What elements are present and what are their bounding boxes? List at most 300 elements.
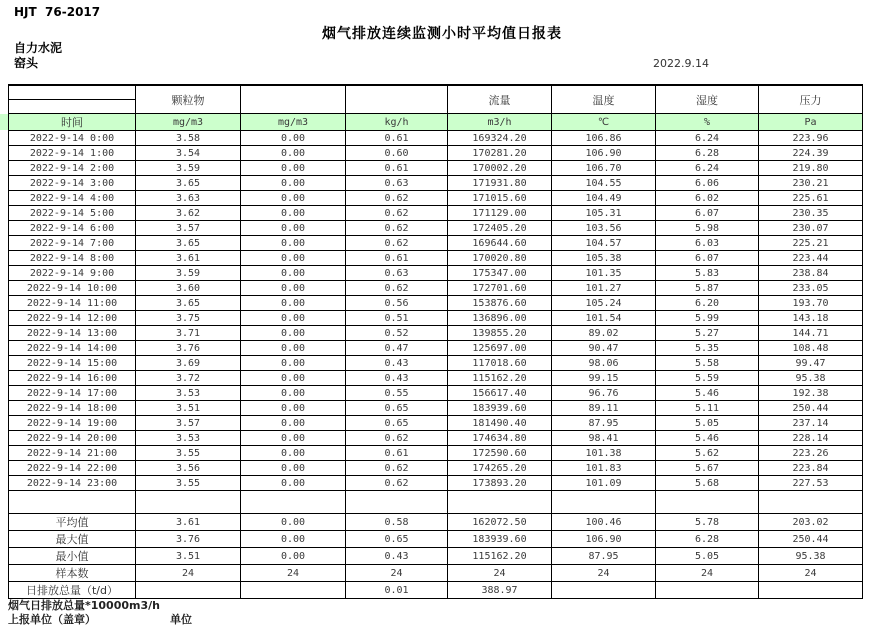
daily-total-note: 烟气日排放总量*10000m3/h [8, 599, 160, 612]
value-cell: 89.02 [552, 326, 656, 341]
spacer-cell [136, 491, 241, 514]
value-cell: 5.99 [656, 311, 759, 326]
hourly-row [9, 341, 863, 356]
value-cell: 0.00 [241, 281, 346, 296]
value-cell: 230.07 [759, 221, 863, 236]
value-cell: 3.69 [136, 356, 241, 371]
value-cell: 144.71 [759, 326, 863, 341]
time-cell: 2022-9-14 5:00 [9, 206, 136, 221]
hourly-row [9, 191, 863, 206]
value-cell: 174265.20 [448, 461, 552, 476]
summary-value-cell: 6.28 [656, 531, 759, 548]
value-cell: 98.06 [552, 356, 656, 371]
value-cell: 169644.60 [448, 236, 552, 251]
header-blank-1 [241, 85, 346, 114]
value-cell: 5.67 [656, 461, 759, 476]
unit-kgh: kg/h [346, 114, 448, 131]
value-cell: 136896.00 [448, 311, 552, 326]
value-cell: 96.76 [552, 386, 656, 401]
value-cell: 3.65 [136, 236, 241, 251]
value-cell: 6.28 [656, 146, 759, 161]
hourly-row [9, 266, 863, 281]
value-cell: 0.00 [241, 176, 346, 191]
hourly-row [9, 221, 863, 236]
value-cell: 0.00 [241, 416, 346, 431]
time-cell: 2022-9-14 2:00 [9, 161, 136, 176]
value-cell: 0.00 [241, 371, 346, 386]
value-cell: 3.55 [136, 476, 241, 491]
value-cell: 0.63 [346, 266, 448, 281]
hourly-row [9, 206, 863, 221]
value-cell: 225.21 [759, 236, 863, 251]
value-cell: 3.65 [136, 176, 241, 191]
value-cell: 0.62 [346, 191, 448, 206]
spacer-cell [656, 491, 759, 514]
value-cell: 3.61 [136, 251, 241, 266]
summary-value-cell: 3.76 [136, 531, 241, 548]
value-cell: 5.46 [656, 431, 759, 446]
value-cell: 3.51 [136, 401, 241, 416]
value-cell: 139855.20 [448, 326, 552, 341]
value-cell: 103.56 [552, 221, 656, 236]
spacer-cell [448, 491, 552, 514]
time-cell: 2022-9-14 0:00 [9, 131, 136, 146]
time-cell: 2022-9-14 22:00 [9, 461, 136, 476]
hourly-row [9, 461, 863, 476]
summary-label: 最大值 [9, 531, 136, 548]
value-cell: 104.49 [552, 191, 656, 206]
time-cell: 2022-9-14 9:00 [9, 266, 136, 281]
report-title: 烟气排放连续监测小时平均值日报表 [322, 26, 562, 42]
summary-value-cell [241, 582, 346, 599]
summary-value-cell: 24 [552, 565, 656, 582]
time-cell: 2022-9-14 18:00 [9, 401, 136, 416]
value-cell: 0.00 [241, 446, 346, 461]
value-cell: 175347.00 [448, 266, 552, 281]
standard-number: HJT 76-2017 [14, 5, 101, 19]
value-cell: 223.44 [759, 251, 863, 266]
time-header-spacer-top [9, 85, 136, 100]
summary-row [9, 565, 863, 582]
hourly-row [9, 311, 863, 326]
value-cell: 172590.60 [448, 446, 552, 461]
value-cell: 0.47 [346, 341, 448, 356]
value-cell: 6.07 [656, 206, 759, 221]
value-cell: 0.00 [241, 476, 346, 491]
value-cell: 6.20 [656, 296, 759, 311]
value-cell: 3.58 [136, 131, 241, 146]
summary-value-cell: 5.78 [656, 514, 759, 531]
value-cell: 170281.20 [448, 146, 552, 161]
value-cell: 106.70 [552, 161, 656, 176]
value-cell: 0.00 [241, 161, 346, 176]
summary-value-cell [552, 582, 656, 599]
value-cell: 6.06 [656, 176, 759, 191]
value-cell: 0.60 [346, 146, 448, 161]
value-cell: 101.09 [552, 476, 656, 491]
group-header-row [9, 85, 863, 100]
hourly-row [9, 176, 863, 191]
unit-celsius: ℃ [552, 114, 656, 131]
value-cell: 125697.00 [448, 341, 552, 356]
value-cell: 3.55 [136, 446, 241, 461]
value-cell: 6.02 [656, 191, 759, 206]
unit-m3h: m3/h [448, 114, 552, 131]
hourly-row [9, 371, 863, 386]
report-date: 2022.9.14 [653, 57, 709, 70]
value-cell: 0.00 [241, 146, 346, 161]
time-cell: 2022-9-14 19:00 [9, 416, 136, 431]
value-cell: 101.38 [552, 446, 656, 461]
summary-value-cell: 162072.50 [448, 514, 552, 531]
hourly-row [9, 431, 863, 446]
summary-label: 日排放总量（t/d） [9, 582, 136, 599]
value-cell: 0.62 [346, 476, 448, 491]
value-cell: 101.83 [552, 461, 656, 476]
time-cell: 2022-9-14 16:00 [9, 371, 136, 386]
table-header-section [9, 85, 863, 131]
value-cell: 5.98 [656, 221, 759, 236]
value-cell: 99.15 [552, 371, 656, 386]
summary-row [9, 548, 863, 565]
time-cell: 2022-9-14 11:00 [9, 296, 136, 311]
summary-value-cell: 106.90 [552, 531, 656, 548]
value-cell: 219.80 [759, 161, 863, 176]
value-cell: 233.05 [759, 281, 863, 296]
hourly-row [9, 131, 863, 146]
value-cell: 170002.20 [448, 161, 552, 176]
value-cell: 3.62 [136, 206, 241, 221]
value-cell: 6.24 [656, 161, 759, 176]
value-cell: 104.55 [552, 176, 656, 191]
value-cell: 5.58 [656, 356, 759, 371]
header-flow: 流量 [448, 85, 552, 114]
value-cell: 0.51 [346, 311, 448, 326]
value-cell: 237.14 [759, 416, 863, 431]
value-cell: 3.75 [136, 311, 241, 326]
summary-value-cell: 0.01 [346, 582, 448, 599]
time-cell: 2022-9-14 10:00 [9, 281, 136, 296]
value-cell: 0.52 [346, 326, 448, 341]
value-cell: 5.68 [656, 476, 759, 491]
value-cell: 0.00 [241, 206, 346, 221]
summary-row [9, 531, 863, 548]
value-cell: 3.59 [136, 161, 241, 176]
spacer-row [9, 491, 863, 514]
time-cell: 2022-9-14 4:00 [9, 191, 136, 206]
value-cell: 3.76 [136, 341, 241, 356]
summary-rows [9, 514, 863, 599]
value-cell: 0.63 [346, 176, 448, 191]
value-cell: 101.27 [552, 281, 656, 296]
summary-value-cell: 3.61 [136, 514, 241, 531]
value-cell: 238.84 [759, 266, 863, 281]
hourly-row [9, 296, 863, 311]
hourly-row [9, 416, 863, 431]
value-cell: 0.00 [241, 251, 346, 266]
value-cell: 0.62 [346, 281, 448, 296]
value-cell: 0.00 [241, 341, 346, 356]
value-cell: 0.62 [346, 236, 448, 251]
value-cell: 104.57 [552, 236, 656, 251]
time-cell: 2022-9-14 15:00 [9, 356, 136, 371]
unit-mgm3-b: mg/m3 [241, 114, 346, 131]
value-cell: 0.00 [241, 266, 346, 281]
time-cell: 2022-9-14 23:00 [9, 476, 136, 491]
summary-row [9, 582, 863, 599]
value-cell: 0.43 [346, 356, 448, 371]
value-cell: 143.18 [759, 311, 863, 326]
value-cell: 0.00 [241, 131, 346, 146]
hourly-row [9, 326, 863, 341]
value-cell: 5.62 [656, 446, 759, 461]
summary-value-cell: 95.38 [759, 548, 863, 565]
value-cell: 3.59 [136, 266, 241, 281]
value-cell: 3.57 [136, 416, 241, 431]
value-cell: 105.38 [552, 251, 656, 266]
value-cell: 3.53 [136, 431, 241, 446]
value-cell: 117018.60 [448, 356, 552, 371]
summary-value-cell: 87.95 [552, 548, 656, 565]
value-cell: 3.65 [136, 296, 241, 311]
summary-value-cell: 0.65 [346, 531, 448, 548]
header-pressure: 压力 [759, 85, 863, 114]
summary-value-cell: 203.02 [759, 514, 863, 531]
value-cell: 3.60 [136, 281, 241, 296]
left-edge-green-fill [0, 114, 8, 130]
time-cell: 2022-9-14 20:00 [9, 431, 136, 446]
value-cell: 90.47 [552, 341, 656, 356]
hourly-row [9, 476, 863, 491]
summary-value-cell: 100.46 [552, 514, 656, 531]
value-cell: 192.38 [759, 386, 863, 401]
time-cell: 2022-9-14 8:00 [9, 251, 136, 266]
value-cell: 5.35 [656, 341, 759, 356]
value-cell: 0.00 [241, 191, 346, 206]
time-cell: 2022-9-14 7:00 [9, 236, 136, 251]
value-cell: 193.70 [759, 296, 863, 311]
value-cell: 230.35 [759, 206, 863, 221]
value-cell: 173893.20 [448, 476, 552, 491]
value-cell: 0.00 [241, 221, 346, 236]
value-cell: 95.38 [759, 371, 863, 386]
hourly-row [9, 236, 863, 251]
value-cell: 0.61 [346, 251, 448, 266]
value-cell: 6.03 [656, 236, 759, 251]
summary-value-cell: 0.00 [241, 531, 346, 548]
monitoring-table [8, 84, 863, 599]
value-cell: 5.83 [656, 266, 759, 281]
hourly-row [9, 386, 863, 401]
unit-mgm3-a: mg/m3 [136, 114, 241, 131]
value-cell: 3.57 [136, 221, 241, 236]
value-cell: 0.62 [346, 206, 448, 221]
value-cell: 181490.40 [448, 416, 552, 431]
value-cell: 3.56 [136, 461, 241, 476]
value-cell: 0.00 [241, 326, 346, 341]
time-cell: 2022-9-14 13:00 [9, 326, 136, 341]
value-cell: 0.00 [241, 311, 346, 326]
value-cell: 230.21 [759, 176, 863, 191]
summary-value-cell: 24 [759, 565, 863, 582]
hourly-row [9, 281, 863, 296]
value-cell: 0.61 [346, 161, 448, 176]
time-cell: 2022-9-14 21:00 [9, 446, 136, 461]
value-cell: 3.63 [136, 191, 241, 206]
hourly-row [9, 251, 863, 266]
summary-value-cell [136, 582, 241, 599]
summary-value-cell: 0.00 [241, 514, 346, 531]
value-cell: 223.26 [759, 446, 863, 461]
value-cell: 5.27 [656, 326, 759, 341]
value-cell: 0.62 [346, 461, 448, 476]
value-cell: 0.00 [241, 401, 346, 416]
value-cell: 0.00 [241, 431, 346, 446]
value-cell: 0.62 [346, 221, 448, 236]
summary-label: 平均值 [9, 514, 136, 531]
hourly-row [9, 161, 863, 176]
summary-value-cell: 0.58 [346, 514, 448, 531]
value-cell: 105.24 [552, 296, 656, 311]
summary-value-cell: 0.43 [346, 548, 448, 565]
spacer-cell [552, 491, 656, 514]
value-cell: 115162.20 [448, 371, 552, 386]
value-cell: 101.54 [552, 311, 656, 326]
value-cell: 5.11 [656, 401, 759, 416]
value-cell: 5.46 [656, 386, 759, 401]
value-cell: 3.53 [136, 386, 241, 401]
reporting-unit-label: 上报单位（盖章） [8, 613, 96, 626]
value-cell: 99.47 [759, 356, 863, 371]
value-cell: 169324.20 [448, 131, 552, 146]
unit-time: 时间 [9, 114, 136, 131]
value-cell: 6.07 [656, 251, 759, 266]
value-cell: 223.84 [759, 461, 863, 476]
monitoring-point-name: 窑头 [14, 56, 39, 70]
value-cell: 171129.00 [448, 206, 552, 221]
value-cell: 225.61 [759, 191, 863, 206]
spacer-cell [759, 491, 863, 514]
value-cell: 5.05 [656, 416, 759, 431]
value-cell: 224.39 [759, 146, 863, 161]
time-cell: 2022-9-14 14:00 [9, 341, 136, 356]
summary-value-cell: 3.51 [136, 548, 241, 565]
unit-label: 单位 [170, 613, 192, 626]
value-cell: 106.90 [552, 146, 656, 161]
header-particulate: 颗粒物 [136, 85, 241, 114]
value-cell: 3.71 [136, 326, 241, 341]
value-cell: 170020.80 [448, 251, 552, 266]
value-cell: 227.53 [759, 476, 863, 491]
value-cell: 0.61 [346, 446, 448, 461]
value-cell: 0.55 [346, 386, 448, 401]
unit-percent: % [656, 114, 759, 131]
hourly-row [9, 146, 863, 161]
summary-value-cell: 24 [136, 565, 241, 582]
value-cell: 0.00 [241, 461, 346, 476]
summary-value-cell [656, 582, 759, 599]
value-cell: 87.95 [552, 416, 656, 431]
value-cell: 108.48 [759, 341, 863, 356]
value-cell: 105.31 [552, 206, 656, 221]
spacer-cell [346, 491, 448, 514]
value-cell: 156617.40 [448, 386, 552, 401]
spacer-cell [241, 491, 346, 514]
hourly-row [9, 446, 863, 461]
value-cell: 0.00 [241, 236, 346, 251]
summary-value-cell [759, 582, 863, 599]
summary-row [9, 514, 863, 531]
summary-value-cell: 5.05 [656, 548, 759, 565]
value-cell: 89.11 [552, 401, 656, 416]
value-cell: 223.96 [759, 131, 863, 146]
summary-value-cell: 388.97 [448, 582, 552, 599]
value-cell: 6.24 [656, 131, 759, 146]
unit-header-row [9, 114, 863, 131]
time-cell: 2022-9-14 17:00 [9, 386, 136, 401]
time-cell: 2022-9-14 12:00 [9, 311, 136, 326]
value-cell: 0.00 [241, 386, 346, 401]
summary-label: 样本数 [9, 565, 136, 582]
summary-value-cell: 24 [448, 565, 552, 582]
summary-value-cell: 250.44 [759, 531, 863, 548]
value-cell: 0.65 [346, 401, 448, 416]
summary-value-cell: 24 [656, 565, 759, 582]
spacer-cell [9, 491, 136, 514]
value-cell: 171931.80 [448, 176, 552, 191]
value-cell: 0.00 [241, 296, 346, 311]
value-cell: 5.87 [656, 281, 759, 296]
time-cell: 2022-9-14 3:00 [9, 176, 136, 191]
summary-label: 最小值 [9, 548, 136, 565]
hourly-row [9, 356, 863, 371]
header-blank-2 [346, 85, 448, 114]
summary-value-cell: 24 [241, 565, 346, 582]
summary-section [9, 491, 863, 514]
value-cell: 0.00 [241, 356, 346, 371]
time-cell: 2022-9-14 6:00 [9, 221, 136, 236]
value-cell: 172701.60 [448, 281, 552, 296]
hourly-row [9, 401, 863, 416]
time-cell: 2022-9-14 1:00 [9, 146, 136, 161]
hourly-data-section [9, 131, 863, 491]
value-cell: 228.14 [759, 431, 863, 446]
value-cell: 171015.60 [448, 191, 552, 206]
time-header-spacer-bottom [9, 100, 136, 114]
value-cell: 183939.60 [448, 401, 552, 416]
value-cell: 106.86 [552, 131, 656, 146]
value-cell: 0.62 [346, 431, 448, 446]
value-cell: 0.65 [346, 416, 448, 431]
summary-value-cell: 183939.60 [448, 531, 552, 548]
unit-pa: Pa [759, 114, 863, 131]
value-cell: 3.54 [136, 146, 241, 161]
value-cell: 0.56 [346, 296, 448, 311]
value-cell: 250.44 [759, 401, 863, 416]
value-cell: 0.43 [346, 371, 448, 386]
value-cell: 5.59 [656, 371, 759, 386]
summary-value-cell: 0.00 [241, 548, 346, 565]
summary-value-cell: 115162.20 [448, 548, 552, 565]
value-cell: 101.35 [552, 266, 656, 281]
summary-value-cell: 24 [346, 565, 448, 582]
value-cell: 98.41 [552, 431, 656, 446]
value-cell: 0.61 [346, 131, 448, 146]
header-temperature: 温度 [552, 85, 656, 114]
value-cell: 153876.60 [448, 296, 552, 311]
header-humidity: 湿度 [656, 85, 759, 114]
company-name: 自力水泥 [14, 41, 63, 55]
